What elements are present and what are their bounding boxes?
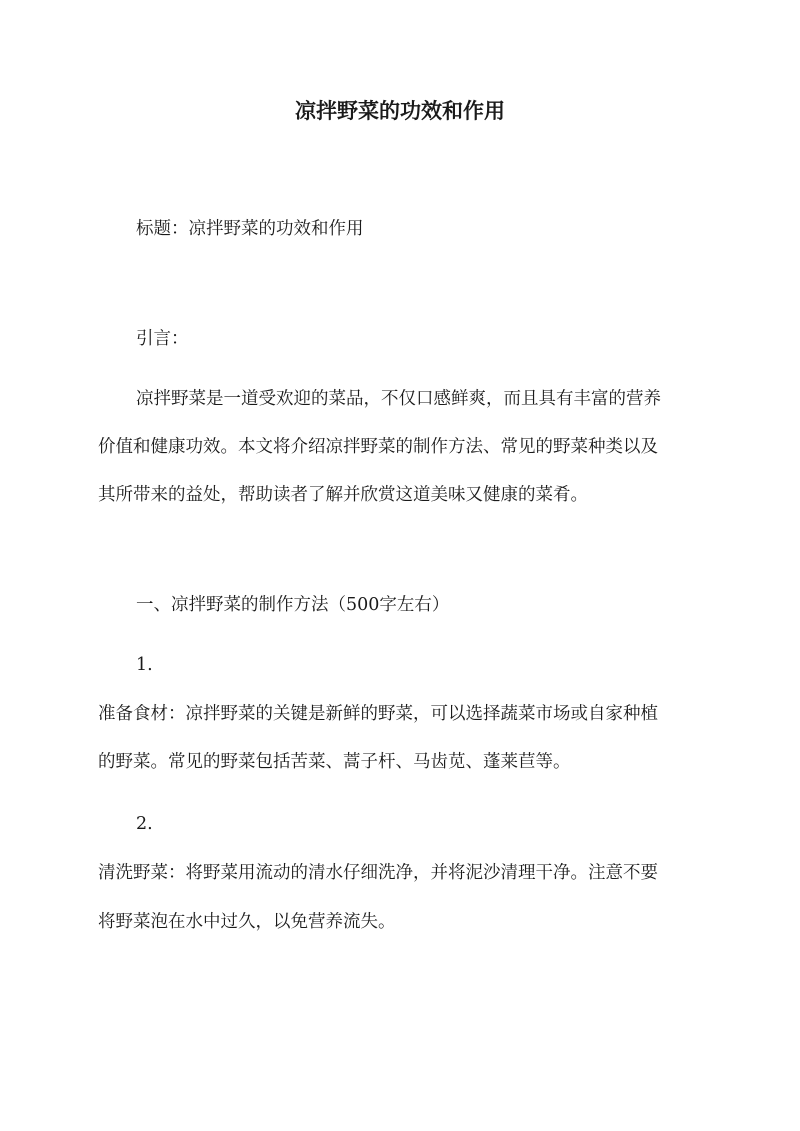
intro-label: 引言： [136,329,189,349]
intro-line-2: 价值和健康功效。本文将介绍凉拌野菜的制作方法、常见的野菜种类以及 [98,437,658,457]
item-2-line-1: 清洗野菜：将野菜用流动的清水仔细洗净，并将泥沙清理干净。注意不要 [98,863,658,883]
document-title: 凉拌野菜的功效和作用 [295,98,505,123]
item-1-line-1: 准备食材：凉拌野菜的关键是新鲜的野菜，可以选择蔬菜市场或自家种植 [98,704,658,724]
item-1-line-2: 的野菜。常见的野菜包括苦菜、蒿子杆、马齿苋、蓬莱苣等。 [98,752,571,772]
section-heading: 一、凉拌野菜的制作方法（500字左右） [136,595,450,615]
intro-line-1: 凉拌野菜是一道受欢迎的菜品，不仅口感鲜爽，而且具有丰富的营养 [136,389,661,409]
item-number-2: 2. [136,814,153,834]
intro-line-3: 其所带来的益处，帮助读者了解并欣赏这道美味又健康的菜肴。 [98,485,588,505]
item-2-line-2: 将野菜泡在水中过久，以免营养流失。 [98,912,396,932]
heading-line: 标题：凉拌野菜的功效和作用 [136,219,364,239]
item-number-1: 1. [136,655,153,675]
